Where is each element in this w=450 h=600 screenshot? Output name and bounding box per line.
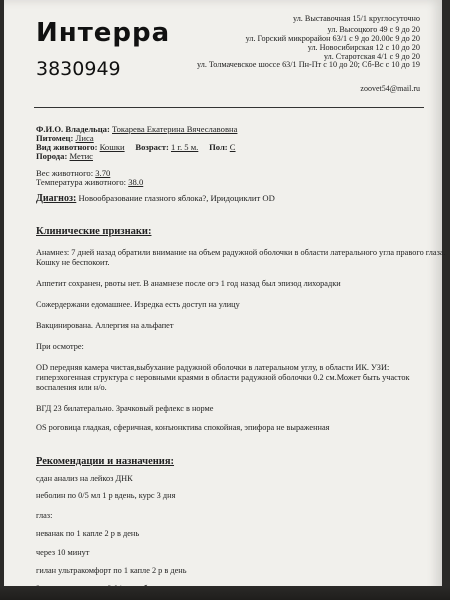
recommendations-title: Рекомендации и назначения:: [36, 456, 175, 467]
header-divider: [34, 107, 424, 108]
recommendation-line: гилан ультракомфорт по 1 капле 2 р в день: [36, 566, 187, 575]
recommendation-line: сдан анализ на лейкоз ДНК: [36, 474, 133, 483]
breed-value: Метис: [69, 151, 93, 161]
owner-value: Токарева Екатерина Вячеславовна: [112, 124, 238, 134]
diagnosis-text: Новообразование глазного яблока?, Иридоциклит OD: [78, 193, 275, 203]
clinic-email: zoovet54@mail.ru: [360, 84, 420, 93]
recommendation-line: глаз:: [36, 511, 53, 520]
age-value: 1 г. 5 м.: [170, 142, 199, 152]
breed-label: Порода:: [36, 151, 68, 161]
species-label: Вид животного:: [36, 142, 98, 152]
clinical-line: OD передняя камера чистая,выбухание радужной оболочки в латеральном углу, в области ИК. УЗИ:: [36, 363, 390, 372]
weight-label: Вес животного:: [36, 168, 94, 178]
clinical-line: При осмотре:: [36, 342, 84, 351]
address-line: ул. Толмачевское шоссе 63/1 Пн-Пт с 10 до 20; Сб-Вс с 10 до 19: [197, 60, 420, 69]
clinical-line: Аппетит сохранен, рвоты нет. В анамнезе после огэ 1 год назад был эпизод лихорадки: [36, 279, 341, 288]
recommendation-line: неванак по 1 капле 2 р в день: [36, 529, 140, 538]
clinical-signs-title: Клинические признаки:: [36, 226, 152, 237]
pet-label: Питомец:: [36, 133, 74, 143]
owner-label: Ф.И.О. Владельца:: [36, 124, 110, 134]
clinical-line: ВГД 23 билатерально. Зрачковый рефлекс в норме: [36, 404, 214, 413]
age-label: Возраст:: [135, 142, 169, 152]
clinical-line: воспаления или н/о.: [36, 383, 107, 392]
clinic-phone: 3830949: [36, 58, 121, 80]
address-line: ул. Старотская 4/1 с 9 до 20: [323, 52, 420, 61]
temperature-label: Температура животного:: [36, 177, 127, 187]
background-shadow: [0, 586, 450, 600]
clinical-line: OS роговица гладкая, сферичная, конъюнктива спокойная, эпифора не выраженная: [36, 423, 330, 432]
diagnosis-label: Диагноз:: [36, 193, 77, 204]
address-line: ул. Горский микрорайон 63/1 с 9 до 20.00с 9 до 20: [245, 34, 420, 43]
clinic-logo: Интерра: [36, 18, 171, 48]
recommendation-line: через 10 минут: [36, 548, 90, 557]
temperature-value: 38.0: [128, 177, 144, 187]
clinical-line: Вакцинирована. Аллергия на альфапет: [36, 321, 174, 330]
species-value: Кошки: [99, 142, 125, 152]
weight-value: 3.70: [95, 168, 111, 178]
address-line: ул. Высоцкого 49 с 9 до 20: [327, 25, 420, 34]
address-line: ул. Новосибирская 12 с 10 до 20: [307, 43, 420, 52]
clinical-line: Кошку не беспокоит.: [36, 258, 110, 267]
clinical-line: Сожердержани едомашнее. Изредка есть доступ на улицу: [36, 300, 240, 309]
address-line: ул. Выставочная 15/1 круглосуточно: [292, 14, 420, 23]
sex-value: С: [229, 142, 236, 152]
clinical-line: гиперэхогенная структура с неровными краями в области радужной оболочки 0.2 см.Может быть участок: [36, 373, 410, 382]
pet-value: Лиса: [75, 133, 94, 143]
clinical-line: Анамнез: 7 дней назад обратили внимание на объем радужной оболочки в области латерального угла правого глаза.: [36, 248, 446, 257]
document-page: [4, 0, 446, 600]
sex-label: Пол:: [209, 142, 228, 152]
recommendation-line: неболин по 0/5 мл 1 р вдень, курс 3 дня: [36, 491, 176, 500]
